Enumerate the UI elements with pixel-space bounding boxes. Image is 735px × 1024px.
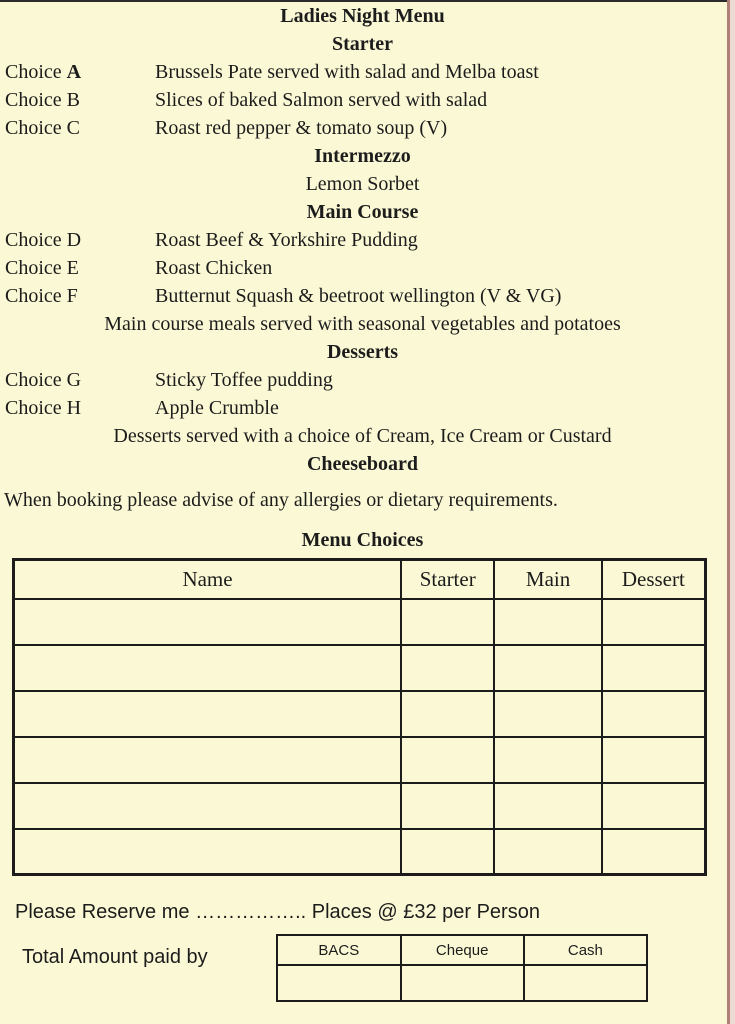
fill-in-cell[interactable] bbox=[602, 829, 706, 875]
choice-row-b bbox=[0, 86, 725, 114]
choice-letter: C bbox=[66, 117, 80, 139]
choice-label bbox=[0, 394, 155, 422]
payment-header-bacs: BACS bbox=[277, 935, 401, 965]
fill-in-cell[interactable] bbox=[14, 691, 402, 737]
choice-row-f bbox=[0, 282, 725, 310]
choice-word: Choice bbox=[5, 229, 62, 251]
payment-cell-cheque[interactable] bbox=[401, 965, 524, 1001]
choice-row-a bbox=[0, 58, 725, 86]
fill-in-cell[interactable] bbox=[602, 737, 706, 783]
right-edge-border bbox=[727, 0, 735, 1024]
choice-letter: A bbox=[66, 61, 82, 83]
menu-body bbox=[0, 2, 725, 554]
choice-label bbox=[0, 86, 155, 114]
payment-cell-bacs[interactable] bbox=[277, 965, 401, 1001]
fill-in-cell[interactable] bbox=[494, 783, 601, 829]
payment-entry-row bbox=[277, 965, 647, 1001]
payment-cell-cash[interactable] bbox=[524, 965, 647, 1001]
fill-in-cell[interactable] bbox=[494, 599, 601, 645]
fill-in-cell[interactable] bbox=[14, 645, 402, 691]
fill-in-cell[interactable] bbox=[494, 737, 601, 783]
fill-in-cell[interactable] bbox=[602, 691, 706, 737]
choice-description: Roast Chicken bbox=[155, 257, 273, 279]
choices-table-empty-row bbox=[14, 783, 706, 829]
fill-in-cell[interactable] bbox=[602, 599, 706, 645]
payment-header-cheque: Cheque bbox=[401, 935, 524, 965]
cheeseboard-heading: Cheeseboard bbox=[306, 453, 419, 475]
fill-in-cell[interactable] bbox=[602, 645, 706, 691]
starter-heading: Starter bbox=[331, 33, 394, 55]
intermezzo-item: Lemon Sorbet bbox=[305, 173, 420, 195]
fill-in-cell[interactable] bbox=[494, 829, 601, 875]
choices-table-empty-row bbox=[14, 691, 706, 737]
menu-title: Ladies Night Menu bbox=[280, 5, 445, 27]
fill-in-cell[interactable] bbox=[602, 783, 706, 829]
choice-description: Butternut Squash & beetroot wellington (V & VG) bbox=[155, 285, 562, 307]
choice-description: Roast red pepper & tomato soup (V) bbox=[155, 117, 448, 139]
fill-in-cell[interactable] bbox=[401, 691, 494, 737]
places-blank[interactable]: …………….. bbox=[195, 901, 307, 923]
fill-in-cell[interactable] bbox=[14, 829, 402, 875]
choice-label bbox=[0, 282, 155, 310]
choice-letter: D bbox=[66, 229, 82, 251]
choices-table-body bbox=[14, 599, 706, 875]
main-course-note: Main course meals served with seasonal vegetables and potatoes bbox=[104, 313, 621, 335]
total-amount-label: Total Amount paid by bbox=[22, 946, 208, 968]
choice-word: Choice bbox=[5, 117, 62, 139]
choice-label bbox=[0, 254, 155, 282]
payment-header-row bbox=[277, 935, 647, 965]
choice-letter: B bbox=[66, 89, 80, 111]
choice-letter: F bbox=[66, 285, 78, 307]
fill-in-cell[interactable] bbox=[14, 737, 402, 783]
choices-table-empty-row bbox=[14, 645, 706, 691]
fill-in-cell[interactable] bbox=[401, 783, 494, 829]
choice-label bbox=[0, 114, 155, 142]
fill-in-cell[interactable] bbox=[401, 829, 494, 875]
allergy-note: When booking please advise of any allergies or dietary requirements. bbox=[4, 489, 558, 511]
choice-row-d bbox=[0, 226, 725, 254]
choice-word: Choice bbox=[5, 89, 62, 111]
choice-word: Choice bbox=[5, 285, 62, 307]
choices-table-empty-row bbox=[14, 599, 706, 645]
choice-description: Brussels Pate served with salad and Melba toast bbox=[155, 61, 539, 83]
choice-row-c bbox=[0, 114, 725, 142]
column-header-dessert: Dessert bbox=[602, 560, 706, 599]
choice-word: Choice bbox=[5, 369, 62, 391]
choice-description: Apple Crumble bbox=[155, 397, 279, 419]
reservation-line bbox=[15, 898, 540, 926]
fill-in-cell[interactable] bbox=[401, 599, 494, 645]
payment-header-cash: Cash bbox=[524, 935, 647, 965]
fill-in-cell[interactable] bbox=[14, 599, 402, 645]
choice-description: Slices of baked Salmon served with salad bbox=[155, 89, 488, 111]
choice-letter: G bbox=[66, 369, 82, 391]
choice-word: Choice bbox=[5, 61, 62, 83]
choices-table-empty-row bbox=[14, 737, 706, 783]
desserts-note: Desserts served with a choice of Cream, Ice Cream or Custard bbox=[113, 425, 612, 447]
choice-description: Roast Beef & Yorkshire Pudding bbox=[155, 229, 418, 251]
choice-row-h bbox=[0, 394, 725, 422]
choice-letter: E bbox=[66, 257, 79, 279]
menu-choices-title: Menu Choices bbox=[301, 529, 424, 551]
reservation-prefix: Please Reserve me bbox=[15, 901, 196, 923]
desserts-heading: Desserts bbox=[326, 341, 399, 363]
fill-in-cell[interactable] bbox=[401, 737, 494, 783]
choice-word: Choice bbox=[5, 397, 62, 419]
column-header-name: Name bbox=[14, 560, 402, 599]
menu-choices-table bbox=[12, 558, 707, 876]
fill-in-cell[interactable] bbox=[494, 691, 601, 737]
fill-in-cell[interactable] bbox=[401, 645, 494, 691]
main-course-heading: Main Course bbox=[306, 201, 419, 223]
choice-row-g bbox=[0, 366, 725, 394]
choice-letter: H bbox=[66, 397, 82, 419]
fill-in-cell[interactable] bbox=[494, 645, 601, 691]
payment-method-table bbox=[276, 934, 648, 1002]
column-header-starter: Starter bbox=[401, 560, 494, 599]
choice-row-e bbox=[0, 254, 725, 282]
intermezzo-heading: Intermezzo bbox=[314, 145, 411, 167]
choice-label bbox=[0, 366, 155, 394]
choice-label bbox=[0, 226, 155, 254]
fill-in-cell[interactable] bbox=[14, 783, 402, 829]
choices-table-empty-row bbox=[14, 829, 706, 875]
column-header-main: Main bbox=[494, 560, 601, 599]
choice-word: Choice bbox=[5, 257, 62, 279]
choice-description: Sticky Toffee pudding bbox=[155, 369, 333, 391]
choice-label bbox=[0, 58, 155, 86]
choices-table-header-row bbox=[14, 560, 706, 599]
reservation-suffix: Places @ £32 per Person bbox=[306, 901, 540, 923]
